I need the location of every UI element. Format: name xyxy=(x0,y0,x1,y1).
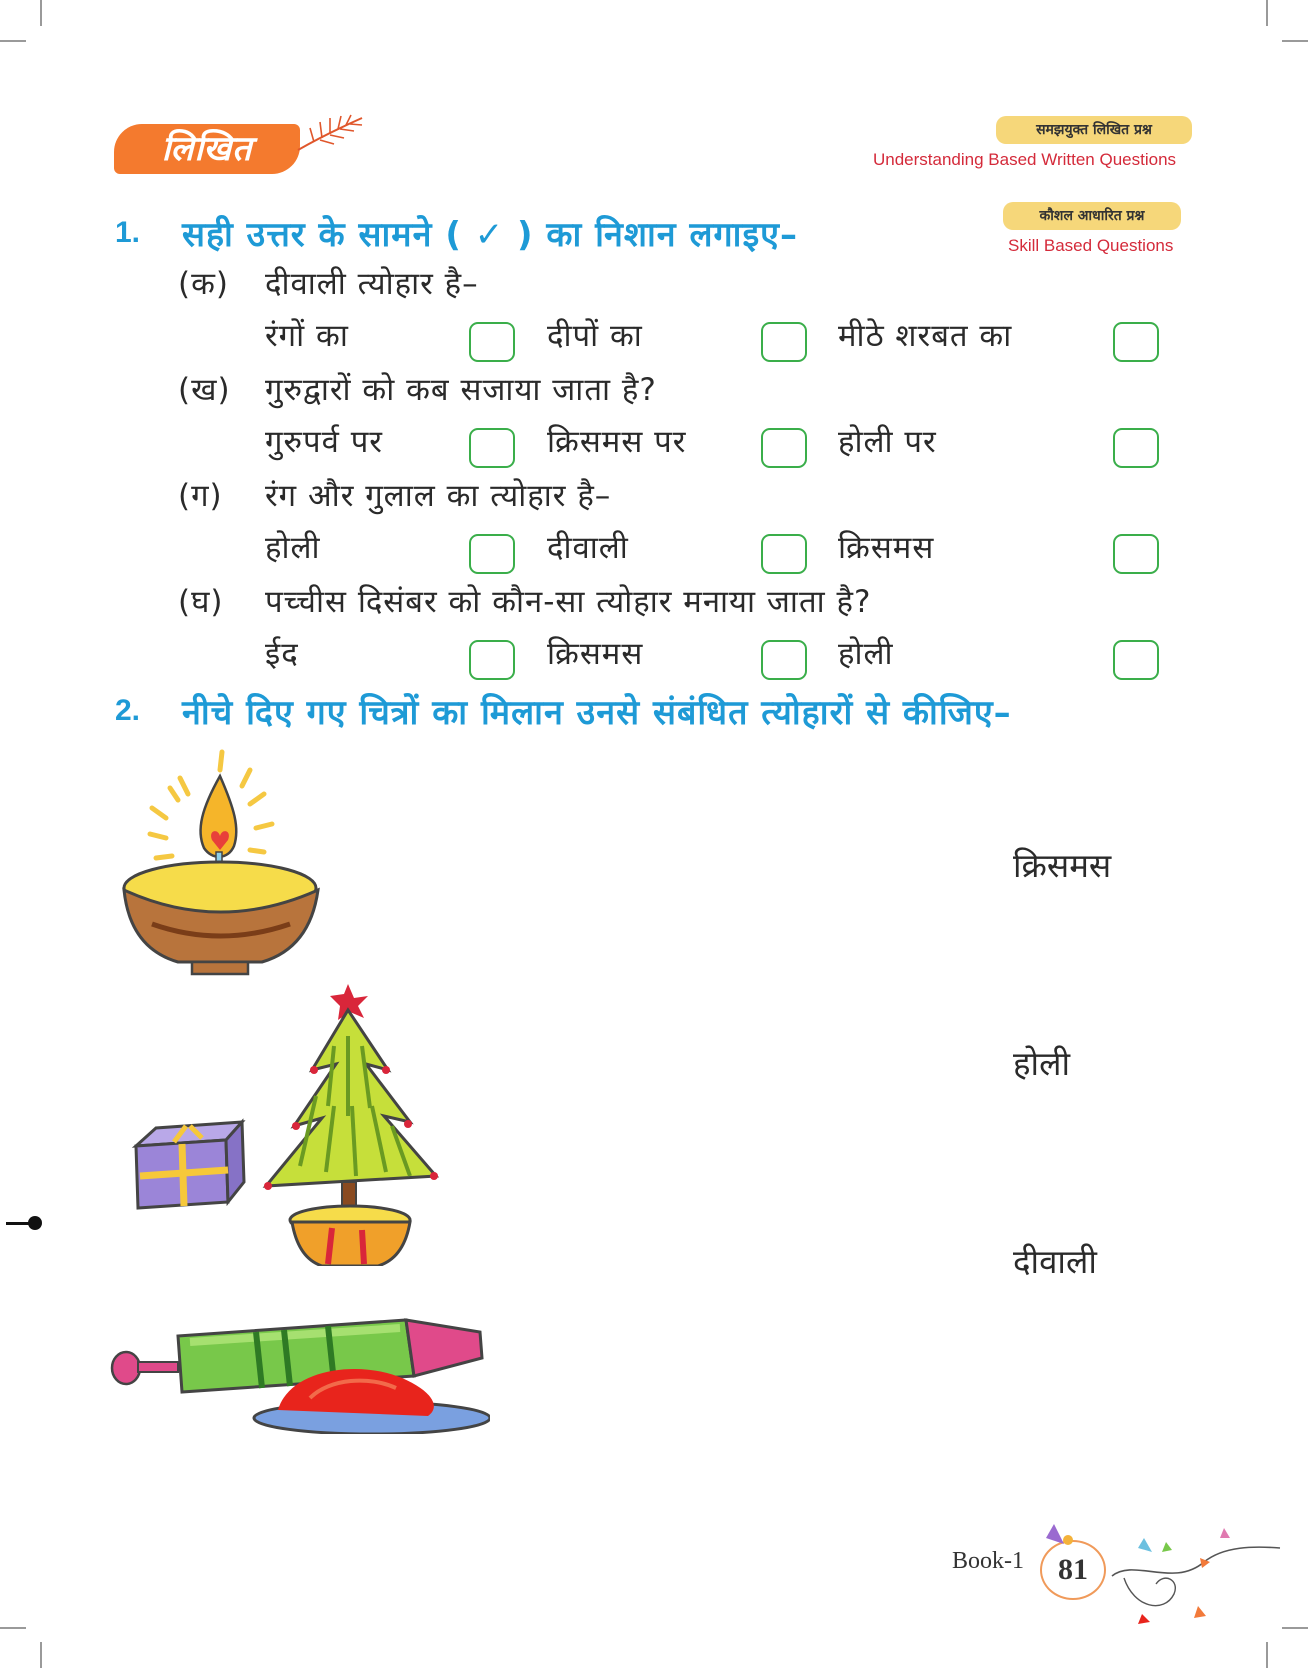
match-word: होली xyxy=(1013,1044,1070,1083)
answer-checkbox[interactable] xyxy=(1113,534,1159,574)
crop-mark xyxy=(40,0,42,26)
option-label: क्रिसमस xyxy=(547,636,644,672)
option-label: होली xyxy=(265,530,321,566)
question-1-title: सही उत्तर के सामने ( ✓ ) का निशान लगाइए– xyxy=(182,215,798,255)
option-label: क्रिसमस xyxy=(838,530,935,566)
crop-mark xyxy=(0,1627,26,1629)
book-label: Book-1 xyxy=(952,1548,1024,1574)
page-number: 81 xyxy=(1040,1540,1106,1600)
option-label: रंगों का xyxy=(265,318,349,354)
subquestion-label: (ग) xyxy=(178,478,223,514)
subquestion-text: पच्चीस दिसंबर को कौन-सा त्योहार मनाया जाता है? xyxy=(265,584,872,620)
question-2-number: 2. xyxy=(115,694,141,727)
question-1-number: 1. xyxy=(115,216,141,249)
option-label: दीपों का xyxy=(547,318,643,354)
crop-mark xyxy=(1266,0,1268,26)
leaf-sprig-icon xyxy=(296,112,366,152)
option-label: मीठे शरबत का xyxy=(838,318,1013,354)
option-label: ईद xyxy=(265,636,299,672)
option-label: होली पर xyxy=(838,424,937,460)
crop-mark xyxy=(1282,40,1308,42)
understanding-questions-label: Understanding Based Written Questions xyxy=(873,150,1177,169)
option-label: गुरुपर्व पर xyxy=(265,424,383,460)
subquestion-label: (घ) xyxy=(178,584,224,620)
answer-checkbox[interactable] xyxy=(761,534,807,574)
understanding-questions-pill: समझयुक्त लिखित प्रश्न xyxy=(996,116,1192,144)
subquestion-text: गुरुद्वारों को कब सजाया जाता है? xyxy=(265,372,657,408)
pichkari-image[interactable] xyxy=(110,1298,490,1434)
answer-checkbox[interactable] xyxy=(761,428,807,468)
crop-mark xyxy=(0,40,26,42)
answer-checkbox[interactable] xyxy=(761,322,807,362)
answer-checkbox[interactable] xyxy=(469,640,515,680)
skill-questions-label: Skill Based Questions xyxy=(1008,236,1174,255)
diya-image[interactable] xyxy=(112,748,328,980)
decorative-vine-icon xyxy=(1024,1518,1284,1628)
subquestion-label: (क) xyxy=(178,266,229,302)
crop-mark xyxy=(1266,1642,1268,1668)
answer-checkbox[interactable] xyxy=(469,428,515,468)
answer-checkbox[interactable] xyxy=(1113,640,1159,680)
answer-checkbox[interactable] xyxy=(1113,322,1159,362)
answer-checkbox[interactable] xyxy=(1113,428,1159,468)
subquestion-text: दीवाली त्योहार है– xyxy=(265,266,479,302)
answer-checkbox[interactable] xyxy=(469,322,515,362)
subquestion-text: रंग और गुलाल का त्योहार है– xyxy=(265,478,612,514)
answer-checkbox[interactable] xyxy=(469,534,515,574)
match-word: क्रिसमस xyxy=(1013,846,1112,885)
crop-mark xyxy=(40,1642,42,1668)
answer-checkbox[interactable] xyxy=(761,640,807,680)
question-2-title: नीचे दिए गए चित्रों का मिलान उनसे संबंधित त्योहारों से कीजिए– xyxy=(182,693,1012,733)
registration-dot xyxy=(28,1216,42,1230)
option-label: होली xyxy=(838,636,894,672)
skill-questions-pill: कौशल आधारित प्रश्न xyxy=(1003,202,1181,230)
option-label: दीवाली xyxy=(547,530,629,566)
subquestion-label: (ख) xyxy=(178,372,231,408)
section-badge: लिखित xyxy=(114,124,300,174)
crop-mark xyxy=(1282,1627,1308,1629)
match-word: दीवाली xyxy=(1013,1242,1097,1281)
option-label: क्रिसमस पर xyxy=(547,424,687,460)
christmas-tree-image[interactable] xyxy=(126,976,466,1266)
